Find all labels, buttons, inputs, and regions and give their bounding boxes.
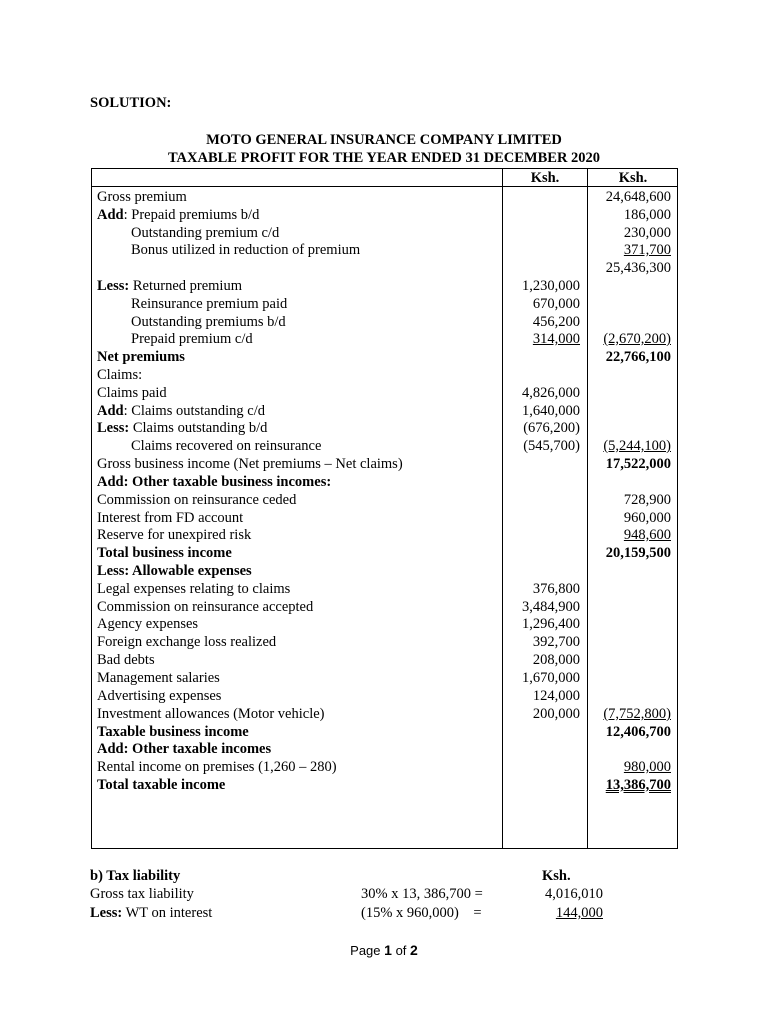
- table-row: Net premiums: [97, 349, 185, 365]
- amount-cell: 3,484,900: [522, 599, 580, 615]
- amount-cell: 1,230,000: [522, 278, 580, 294]
- tax-row-label: Less: WT on interest: [90, 905, 213, 921]
- amount-cell: 124,000: [532, 688, 580, 704]
- amount-cell: 230,000: [623, 225, 671, 241]
- table-row: Foreign exchange loss realized: [97, 634, 277, 650]
- col1-header: Ksh.: [530, 170, 560, 186]
- table-row: Outstanding premiums b/d: [131, 314, 286, 330]
- amount-cell: 371,700: [623, 242, 671, 258]
- tax-row-value: 144,000: [555, 905, 603, 921]
- amount-cell: 728,900: [623, 492, 671, 508]
- statement-title: TAXABLE PROFIT FOR THE YEAR ENDED 31 DECEMBER 2020: [167, 150, 601, 166]
- total-taxable-income-cell: 13,386,700: [605, 777, 671, 793]
- table-row: Investment allowances (Motor vehicle): [97, 706, 325, 722]
- total-business-income-cell: 20,159,500: [605, 545, 671, 561]
- table-row: Bad debts: [97, 652, 155, 668]
- table-row: Less: Returned premium: [97, 278, 242, 294]
- table-row: Reinsurance premium paid: [131, 296, 288, 312]
- company-title: MOTO GENERAL INSURANCE COMPANY LIMITED: [206, 132, 562, 148]
- amount-cell: 960,000: [623, 510, 671, 526]
- amount-cell: 1,296,400: [522, 616, 580, 632]
- table-row: Interest from FD account: [97, 510, 244, 526]
- table-row: Agency expenses: [97, 616, 199, 632]
- column-divider-2: [587, 168, 588, 849]
- amount-cell: 948,600: [623, 527, 671, 543]
- table-row: Taxable business income: [97, 724, 249, 740]
- table-row: Claims recovered on reinsurance: [131, 438, 322, 454]
- gross-business-income-cell: 17,522,000: [605, 456, 671, 472]
- amount-cell: 1,640,000: [522, 403, 580, 419]
- tax-liability-heading: b) Tax liability: [90, 868, 181, 884]
- amount-cell: 314,000: [532, 331, 580, 347]
- amount-cell: 1,670,000: [522, 670, 580, 686]
- column-divider-1: [502, 168, 503, 849]
- tax-row-calc: (15% x 960,000) =: [361, 905, 482, 921]
- solution-heading: SOLUTION:: [90, 95, 172, 111]
- table-row: Less: Claims outstanding b/d: [97, 420, 268, 436]
- table-row: Less: Allowable expenses: [97, 563, 252, 579]
- table-row: Bonus utilized in reduction of premium: [131, 242, 361, 258]
- tax-row-calc: 30% x 13, 386,700 =: [361, 886, 483, 902]
- subtotal-cell: 25,436,300: [605, 260, 671, 276]
- amount-cell: 200,000: [532, 706, 580, 722]
- amount-cell: 24,648,600: [605, 189, 671, 205]
- table-row: Gross business income (Net premiums – Net claims): [97, 456, 403, 472]
- table-row: Reserve for unexpired risk: [97, 527, 252, 543]
- table-row: Outstanding premium c/d: [131, 225, 280, 241]
- table-row: Total taxable income: [97, 777, 226, 793]
- amount-cell: 208,000: [532, 652, 580, 668]
- taxable-profit-table: [91, 168, 678, 849]
- amount-cell: (2,670,200): [603, 331, 671, 347]
- table-row: Add: Other taxable incomes: [97, 741, 272, 757]
- table-row: Claims paid: [97, 385, 167, 401]
- amount-cell: 980,000: [623, 759, 671, 775]
- table-row: Claims:: [97, 367, 143, 383]
- amount-cell: 670,000: [532, 296, 580, 312]
- table-row: Rental income on premises (1,260 – 280): [97, 759, 337, 775]
- amount-cell: (676,200): [523, 420, 580, 436]
- table-row: Commission on reinsurance ceded: [97, 492, 297, 508]
- amount-cell: (5,244,100): [603, 438, 671, 454]
- amount-cell: (545,700): [523, 438, 580, 454]
- table-row: Legal expenses relating to claims: [97, 581, 291, 597]
- amount-cell: 392,700: [532, 634, 580, 650]
- amount-cell: (7,752,800): [603, 706, 671, 722]
- tax-row-label: Gross tax liability: [90, 886, 194, 902]
- tax-row-value: 4,016,010: [545, 886, 603, 902]
- tax-liability-col-header: Ksh.: [542, 868, 571, 884]
- amount-cell: 456,200: [532, 314, 580, 330]
- col2-header: Ksh.: [618, 170, 648, 186]
- table-row: Add: Other taxable business incomes:: [97, 474, 332, 490]
- table-row: Total business income: [97, 545, 232, 561]
- amount-cell: 376,800: [532, 581, 580, 597]
- table-row: Prepaid premium c/d: [131, 331, 253, 347]
- amount-cell: 4,826,000: [522, 385, 580, 401]
- page-footer: Page 1 of 2: [350, 942, 418, 958]
- table-row: Add: Prepaid premiums b/d: [97, 207, 260, 223]
- table-row: Commission on reinsurance accepted: [97, 599, 314, 615]
- table-row: Gross premium: [97, 189, 187, 205]
- table-row: Add: Claims outstanding c/d: [97, 403, 265, 419]
- amount-cell: 186,000: [623, 207, 671, 223]
- table-row: Management salaries: [97, 670, 220, 686]
- net-premiums-cell: 22,766,100: [605, 349, 671, 365]
- taxable-business-income-cell: 12,406,700: [605, 724, 671, 740]
- table-row: Advertising expenses: [97, 688, 222, 704]
